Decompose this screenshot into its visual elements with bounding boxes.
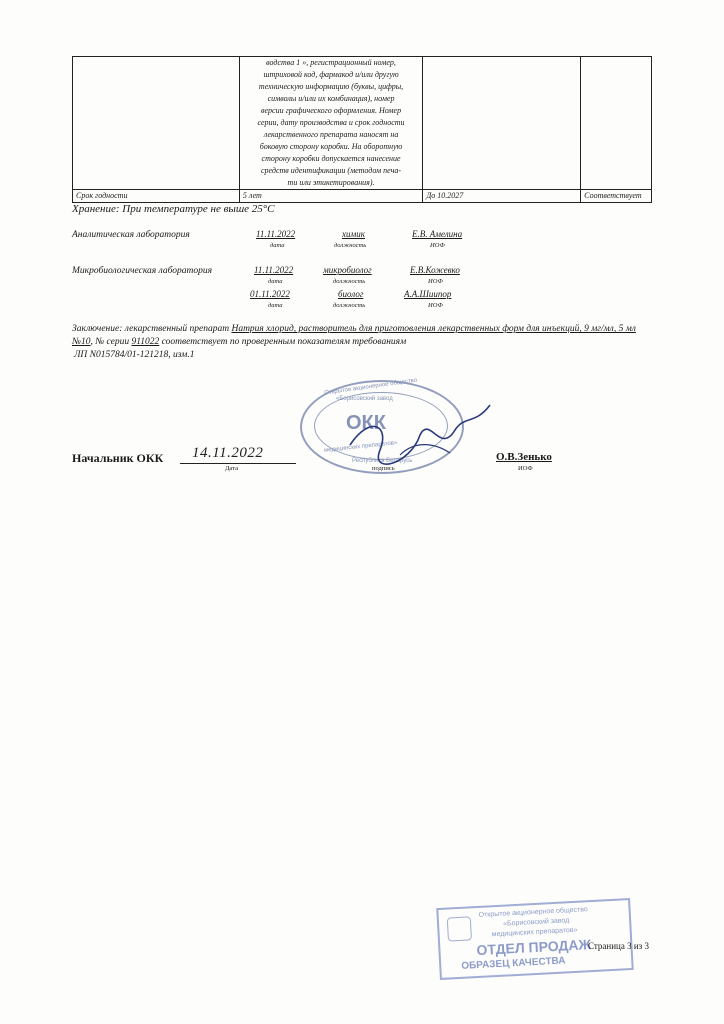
date-caption: дата (268, 302, 283, 309)
analytical-lab-date: 11.11.2022 (256, 229, 296, 239)
description-line: сторону коробки допускается нанесение (261, 154, 401, 163)
name-caption: ИОФ (428, 278, 443, 285)
stamp-center-text: ОКК (346, 412, 386, 434)
stamp-line-5: ОБРАЗЕЦ КАЧЕСТВА (461, 955, 566, 972)
micro-lab-label: Микробиологическая лаборатория (72, 266, 213, 276)
table-cell-description (239, 57, 422, 190)
stamp-logo-icon (447, 916, 472, 941)
micro-lab-position-2: биолог (338, 289, 364, 299)
date-caption: дата (270, 242, 285, 249)
description-line: ти или этикетирования). (287, 178, 375, 187)
conclusion (72, 323, 652, 362)
handwritten-date: 14.11.2022 (192, 445, 264, 461)
description-line: средств идентификации (методом печа- (261, 166, 402, 175)
analytical-lab-label: Аналитическая лаборатория (72, 230, 190, 240)
head-name: О.В.Зенько (496, 451, 552, 463)
stamp-text-bottom: медицинских препаратов» (323, 440, 398, 454)
conclusion-prefix: Заключение: (72, 324, 125, 334)
conclusion-text-1: лекарственный препарат (124, 324, 232, 334)
shelf-life-name: Срок годности (73, 190, 240, 203)
handwritten-signature (340, 395, 500, 475)
shelf-life-result: До 10.2027 (423, 190, 581, 203)
spec-table (72, 56, 652, 203)
micro-lab-date-1: 11.11.2022 (254, 265, 294, 275)
table-cell (423, 57, 581, 190)
position-caption: должность (333, 278, 366, 285)
micro-lab-name-1: Е.В.Кожевко (410, 265, 460, 275)
conclusion-text-3: соответствует по проверенным показателям требованиям (159, 337, 407, 347)
table-cell (73, 57, 240, 190)
head-name-caption: ИОФ (518, 465, 533, 472)
stamp-text-middle: «Борисовский завод (336, 396, 393, 402)
micro-lab-position-1: микробиолог (323, 265, 372, 275)
shelf-life-norm: 5 лет (239, 190, 422, 203)
conclusion-document: ЛП N015784/01-121218, изм.1 (74, 350, 195, 360)
description-line: серии, дату производства и срок годности (257, 118, 405, 127)
signature-caption: подпись (372, 465, 395, 472)
description-line: водства 1 », регистрационный номер, (266, 58, 396, 67)
stamp-text-top: Открытое акционерное общество (324, 377, 418, 397)
date-caption: дата (268, 278, 283, 285)
conclusion-text-2: , № серии (90, 337, 132, 347)
shelf-life-verdict: Соответствует (581, 190, 652, 203)
micro-lab-date-2: 01.11.2022 (250, 289, 290, 299)
name-caption: ИОФ (430, 242, 445, 249)
date-underline (180, 463, 296, 464)
description-line: техническую информацию (буквы, цифры, (258, 82, 404, 91)
description-line: версии графического оформления. Номер (261, 106, 402, 115)
position-caption: должность (334, 242, 367, 249)
table-cell (581, 57, 652, 190)
table-row (73, 190, 652, 203)
conclusion-product: Натрия хлорид, растворитель для приготовления лекарственных форм для инъекций, 9 мг/мл, 5 мл №10 (72, 324, 636, 347)
sales-department-stamp (436, 898, 634, 980)
storage-note: Хранение: При температуре не выше 25°С (72, 203, 275, 215)
stamp-line-3: медицинских препаратов» (491, 926, 578, 939)
micro-lab-name-2: А.А.Шиипор (404, 289, 452, 299)
head-date-caption: Дата (225, 465, 238, 472)
stamp-line-1: Открытое акционерное общество (478, 906, 588, 919)
analytical-lab-position: химик (342, 229, 365, 239)
description-line: боковую сторону коробки. На оборотную (259, 142, 403, 151)
description-text (243, 57, 419, 189)
conclusion-series: 911022 (131, 337, 160, 347)
stamp-line-4: ОТДЕЛ ПРОДАЖ (476, 936, 592, 959)
name-caption: ИОФ (428, 302, 443, 309)
description-line: лекарственного препарата наносят на (263, 130, 399, 139)
head-title: Начальник ОКК (72, 451, 164, 465)
page-number: Страница 3 из 3 (588, 941, 649, 951)
position-caption: должность (333, 302, 366, 309)
description-line: символы и/или их комбинация), номер (267, 94, 395, 103)
description-line: штриховой код, фармакод и/или другую (263, 70, 399, 79)
table-row (73, 57, 652, 190)
stamp-line-2: «Борисовский завод (502, 917, 570, 928)
analytical-lab-name: Е.В. Амелина (412, 229, 463, 239)
stamp-text-country: Республика Беларусь (352, 458, 413, 464)
